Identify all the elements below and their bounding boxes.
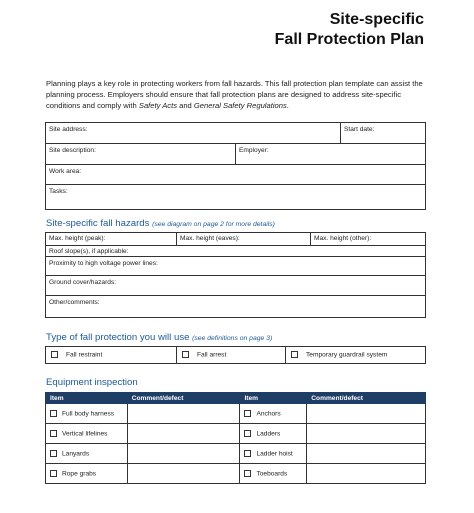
checkbox-icon[interactable] (51, 351, 58, 358)
max-height-peak-field[interactable]: Max. height (peak): (49, 235, 106, 242)
ground-cover-field[interactable]: Ground cover/hazards: (49, 279, 117, 286)
work-area-field[interactable]: Work area: (49, 168, 82, 175)
equipment-header-row (46, 393, 426, 404)
protection-type-title: Type of fall protection you will use (46, 332, 190, 343)
comment-cell[interactable] (307, 464, 426, 484)
item-label: Full body harness (62, 410, 115, 418)
employer-field[interactable]: Employer: (235, 144, 425, 164)
col-comment: Comment/defect (307, 393, 426, 404)
checkbox-icon[interactable] (182, 351, 189, 358)
max-height-eaves-field[interactable]: Max. height (eaves): (176, 233, 310, 245)
max-height-other-field[interactable]: Max. height (other): (310, 233, 425, 245)
intro-paragraph (46, 78, 428, 111)
equipment-heading: Equipment inspection (46, 377, 138, 388)
intro-text-3: . (286, 101, 289, 110)
title-line-2: Fall Protection Plan (274, 31, 424, 48)
protection-type-box (45, 346, 426, 364)
intro-italic-2: General Safety Regulations (193, 101, 287, 110)
equipment-item[interactable] (240, 464, 307, 484)
fall-hazards-note: (see diagram on page 2 for more details) (152, 221, 275, 228)
col-comment: Comment/defect (127, 393, 240, 404)
checkbox-icon[interactable] (244, 410, 251, 417)
comment-cell[interactable] (127, 464, 240, 484)
item-label: Toeboards (256, 470, 288, 478)
fall-hazards-box (45, 232, 426, 318)
title-block (275, 10, 424, 50)
fall-hazards-title: Site-specific fall hazards (46, 218, 150, 229)
site-address-field[interactable]: Site address: (49, 126, 88, 133)
option-fall-arrest[interactable] (176, 347, 285, 363)
option-label: Fall arrest (197, 351, 227, 359)
checkbox-icon[interactable] (291, 351, 298, 358)
intro-text-2: and (177, 101, 194, 110)
comment-cell[interactable] (127, 444, 240, 464)
intro-italic-1: Safety Acts (138, 101, 177, 110)
fall-hazards-heading (46, 218, 275, 229)
table-row (46, 464, 426, 484)
tasks-field[interactable]: Tasks: (49, 188, 68, 195)
item-label: Ladders (256, 430, 281, 438)
equipment-item[interactable] (46, 464, 128, 484)
item-label: Vertical lifelines (62, 430, 108, 438)
comment-cell[interactable] (307, 444, 426, 464)
intro-text-1: Planning plays a key role in protecting workers from fall hazards. This fall protection plan template can assist the planning process. Employers should ensure that fall protection plans are designed to address site-specific conditions and comply with (46, 79, 423, 110)
item-label: Lanyards (62, 450, 90, 458)
checkbox-icon[interactable] (50, 430, 57, 437)
table-row (46, 444, 426, 464)
col-item: Item (240, 393, 307, 404)
checkbox-icon[interactable] (244, 470, 251, 477)
item-label: Anchors (256, 410, 281, 418)
option-label: Temporary guardrail system (306, 351, 388, 359)
comment-cell[interactable] (127, 404, 240, 424)
protection-type-heading (46, 332, 272, 343)
option-temporary-guardrail[interactable] (285, 347, 425, 363)
equipment-item[interactable] (46, 424, 128, 444)
equipment-item[interactable] (240, 424, 307, 444)
checkbox-icon[interactable] (50, 410, 57, 417)
table-row (46, 404, 426, 424)
protection-type-note: (see definitions on page 3) (192, 335, 273, 342)
equipment-table (45, 392, 426, 484)
checkbox-icon[interactable] (244, 430, 251, 437)
equipment-item[interactable] (240, 404, 307, 424)
checkbox-icon[interactable] (50, 450, 57, 457)
col-item: Item (46, 393, 128, 404)
equipment-item[interactable] (46, 444, 128, 464)
option-fall-restraint[interactable] (46, 347, 176, 363)
comment-cell[interactable] (307, 404, 426, 424)
table-row (46, 424, 426, 444)
comment-cell[interactable] (127, 424, 240, 444)
equipment-item[interactable] (240, 444, 307, 464)
site-info-box (45, 122, 426, 210)
other-comments-field[interactable]: Other/comments: (49, 299, 100, 306)
item-label: Rope grabs (62, 470, 97, 478)
checkbox-icon[interactable] (50, 470, 57, 477)
roof-slopes-field[interactable]: Roof slope(s), if applicable: (49, 248, 129, 255)
title-line-1: Site-specific (329, 11, 424, 28)
comment-cell[interactable] (307, 424, 426, 444)
site-description-field[interactable]: Site description: (49, 147, 96, 154)
item-label: Ladder hoist (256, 450, 293, 458)
start-date-field[interactable]: Start date: (340, 123, 425, 143)
checkbox-icon[interactable] (244, 450, 251, 457)
proximity-field[interactable]: Proximity to high voltage power lines: (49, 260, 158, 267)
option-label: Fall restraint (66, 351, 103, 359)
equipment-item[interactable] (46, 404, 128, 424)
